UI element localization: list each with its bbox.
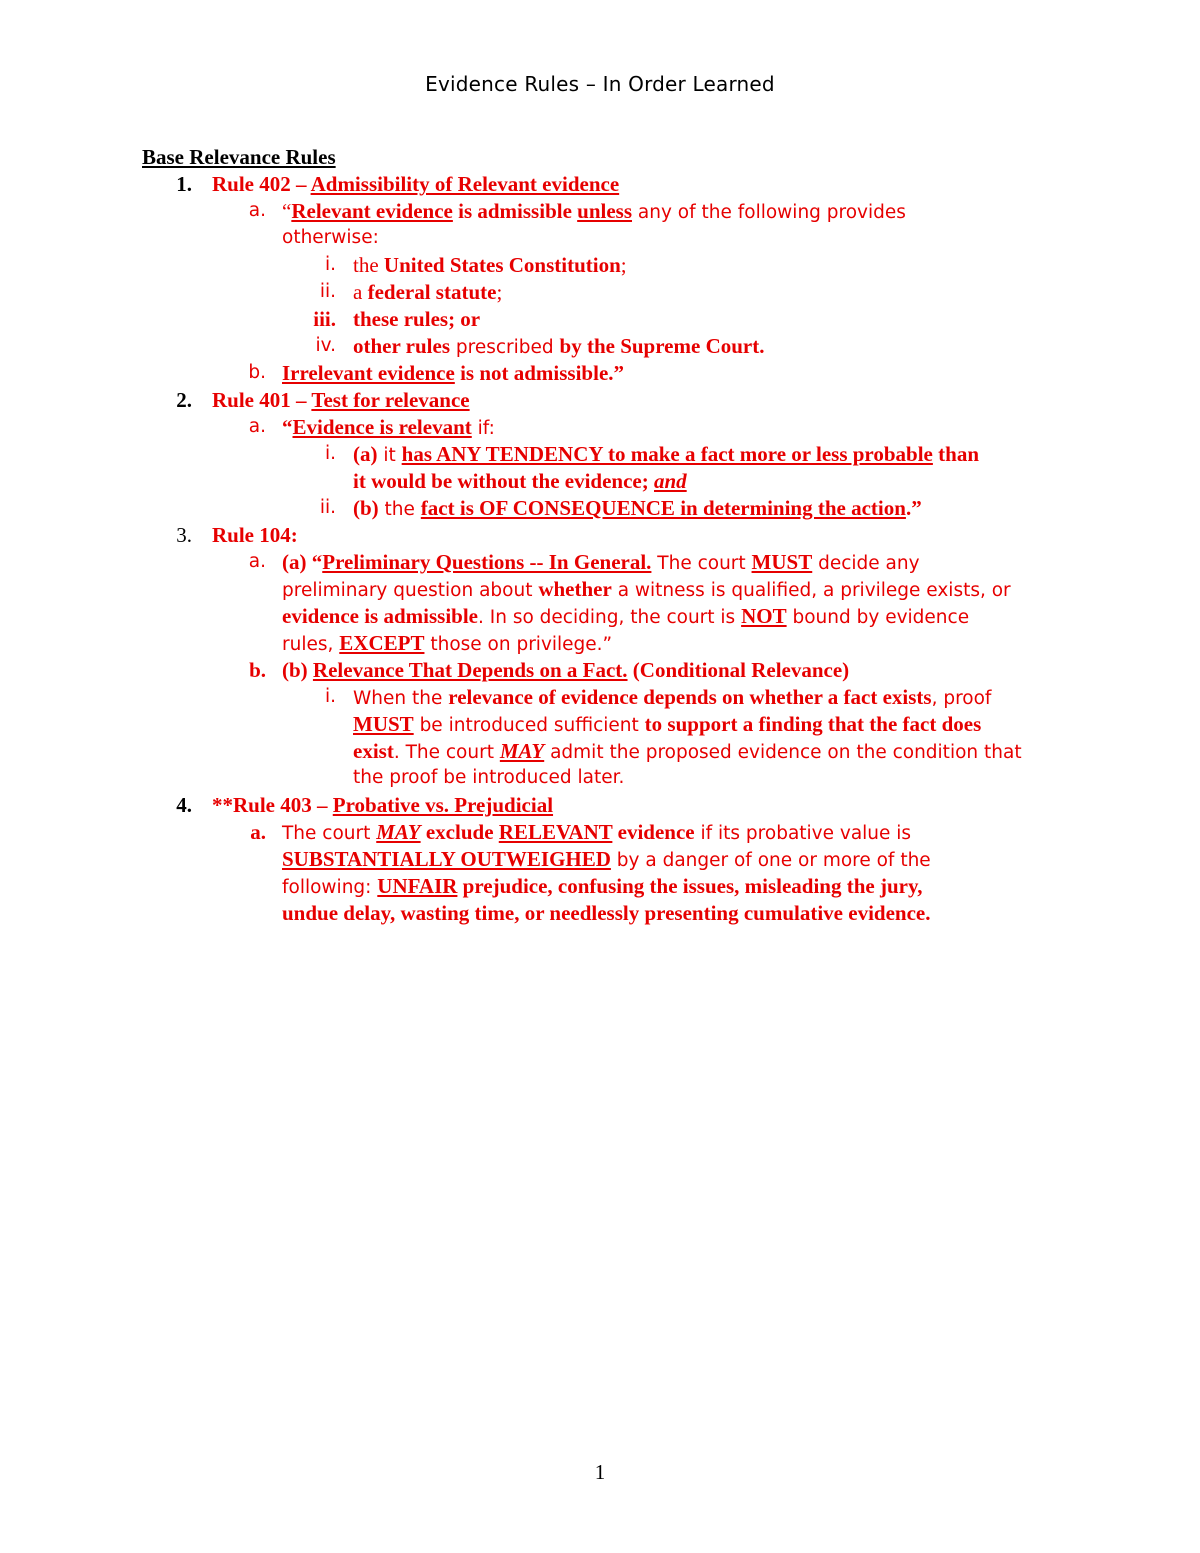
list-marker: 3. <box>176 523 192 547</box>
rule-401-a-ii: (b) the fact is OF CONSEQUENCE in determining the action.” <box>353 496 922 520</box>
list-marker: iii. <box>313 307 336 331</box>
rule-401-heading: Rule 401 – Test for relevance <box>212 388 470 412</box>
list-marker: 4. <box>176 793 192 817</box>
rule-104-b-i-line-1: When the relevance of evidence depends on whether a fact exists, proof <box>353 685 992 709</box>
rule-104-a-line-1: (a) “Preliminary Questions -- In General. The court MUST decide any <box>282 550 920 574</box>
rule-402-a-ii: a federal statute; <box>353 280 503 304</box>
rule-401-a-i-line-2: it would be without the evidence; and <box>353 469 687 493</box>
list-marker: a. <box>248 416 266 437</box>
list-marker: i. <box>324 254 336 275</box>
rule-402-heading: Rule 402 – Admissibility of Relevant evidence <box>212 172 620 196</box>
rule-402-a-line-1: “Relevant evidence is admissible unless any of the following provides <box>282 199 906 223</box>
list-marker: a. <box>250 820 266 844</box>
list-marker: i. <box>324 686 336 707</box>
rule-104-a-line-3: evidence is admissible. In so deciding, the court is NOT bound by evidence <box>282 604 970 628</box>
rule-401-a-i-line-1: (a) it has ANY TENDENCY to make a fact more or less probable than <box>353 442 979 466</box>
list-marker: 2. <box>176 388 192 412</box>
rule-403-a-line-4: undue delay, wasting time, or needlessly presenting cumulative evidence. <box>282 901 931 925</box>
rule-104-heading: Rule 104: <box>212 523 298 547</box>
rule-104-b-i-line-4: the proof be introduced later. <box>353 767 625 788</box>
list-marker: ii. <box>319 281 336 302</box>
rule-104-b: (b) Relevance That Depends on a Fact. (Conditional Relevance) <box>282 658 850 682</box>
rule-402-a-line-2: otherwise: <box>282 227 379 248</box>
page-header: Evidence Rules – In Order Learned <box>425 72 775 96</box>
list-marker: 1. <box>176 172 192 196</box>
section-title: Base Relevance Rules <box>142 145 336 169</box>
list-marker: b. <box>248 362 266 383</box>
page-number: 1 <box>594 1460 606 1484</box>
rule-403-heading: **Rule 403 – Probative vs. Prejudicial <box>212 793 554 817</box>
rule-104-b-i-line-3: exist. The court MAY admit the proposed evidence on the condition that <box>353 739 1022 763</box>
list-marker: i. <box>324 443 336 464</box>
list-marker: ii. <box>319 497 336 518</box>
rule-104-b-i-line-2: MUST be introduced sufficient to support a finding that the fact does <box>353 712 982 736</box>
rule-403-a-line-2: SUBSTANTIALLY OUTWEIGHED by a danger of one or more of the <box>282 847 931 871</box>
rule-104-a-line-2: preliminary question about whether a witness is qualified, a privilege exists, or <box>282 577 1011 601</box>
rule-104-a-line-4: rules, EXCEPT those on privilege.” <box>282 631 613 655</box>
list-marker: b. <box>249 658 266 682</box>
list-marker: iv. <box>315 335 336 356</box>
rule-402-b: Irrelevant evidence is not admissible.” <box>282 361 625 385</box>
rule-403-a-line-1: The court MAY exclude RELEVANT evidence if its probative value is <box>282 820 912 844</box>
list-marker: a. <box>248 551 266 572</box>
list-marker: a. <box>248 200 266 221</box>
rule-402-a-iii: these rules; or <box>353 307 481 331</box>
rule-402-a-i: the United States Constitution; <box>353 253 627 277</box>
rule-402-a-iv: other rules prescribed by the Supreme Court. <box>353 334 765 358</box>
rule-401-a: “Evidence is relevant if: <box>282 415 495 439</box>
rule-403-a-line-3: following: UNFAIR prejudice, confusing the issues, misleading the jury, <box>282 874 923 898</box>
